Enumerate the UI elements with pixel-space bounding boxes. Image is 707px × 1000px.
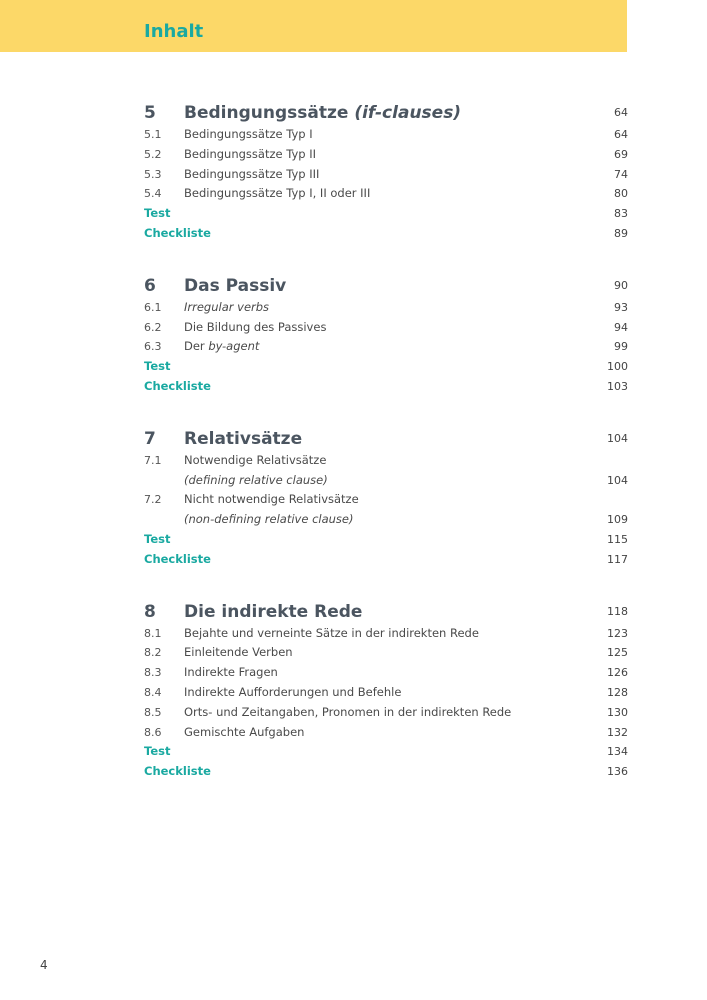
entry-page: 80 — [614, 187, 628, 201]
chapter-heading[interactable] — [144, 274, 628, 298]
entry-page: 104 — [607, 473, 628, 487]
chapter-title: Das Passiv — [184, 275, 287, 296]
entry-number: 5.2 — [144, 147, 162, 161]
entry-page: 109 — [607, 513, 628, 527]
entry-title: Indirekte Fragen — [184, 665, 278, 680]
entry-number: 8.1 — [144, 626, 162, 640]
footer-page-number: 4 — [40, 958, 48, 972]
checklist-label: Checkliste — [144, 225, 211, 240]
entry-page: 125 — [607, 646, 628, 660]
chapter-title: Relativsätze — [184, 428, 303, 449]
checklist-label: Checkliste — [144, 551, 211, 566]
table-of-contents — [144, 101, 628, 812]
toc-entry[interactable] — [144, 624, 628, 644]
toc-entry[interactable] — [144, 125, 628, 145]
chapter-heading[interactable] — [144, 600, 628, 624]
test-label: Test — [144, 206, 171, 221]
entry-title: Der by-agent — [184, 339, 260, 354]
page-title: Inhalt — [144, 21, 204, 42]
entry-page: 99 — [614, 340, 628, 354]
toc-entry[interactable] — [144, 703, 628, 723]
toc-entry[interactable] — [144, 683, 628, 703]
entry-title: Nicht notwendige Relativsätze — [184, 492, 359, 507]
entry-number: 5.3 — [144, 167, 162, 181]
entry-title: Notwendige Relativsätze — [184, 452, 327, 467]
toc-entry[interactable] — [144, 663, 628, 683]
entry-title: Einleitende Verben — [184, 645, 293, 660]
entry-title: Bedingungssätze Typ I — [184, 127, 313, 141]
entry-number: 7.1 — [144, 453, 162, 467]
entry-title: Gemischte Aufgaben — [184, 724, 305, 739]
entry-title: Bedingungssätze Typ I, II oder III — [184, 186, 371, 201]
chapter-page: 118 — [607, 604, 628, 618]
entry-title: Bejahte und verneinte Sätze in der indirekten Rede — [184, 625, 479, 640]
checklist-page: 89 — [614, 226, 628, 240]
entry-number: 7.2 — [144, 493, 162, 507]
entry-title: Bedingungssätze Typ II — [184, 146, 317, 161]
entry-number: 5.4 — [144, 187, 162, 201]
entry-page: 93 — [614, 300, 628, 314]
entry-number: 8.5 — [144, 705, 162, 719]
checklist-page: 103 — [607, 379, 628, 393]
entry-page: 130 — [607, 705, 628, 719]
entry-page: 128 — [607, 685, 628, 699]
entry-page: 126 — [607, 666, 628, 680]
checklist-label: Checkliste — [144, 378, 211, 393]
toc-entry[interactable] — [144, 723, 628, 743]
entry-number: 6.1 — [144, 300, 162, 314]
toc-entry[interactable] — [144, 451, 628, 471]
entry-title: Indirekte Aufforderungen und Befehle — [184, 684, 402, 699]
toc-entry[interactable] — [144, 490, 628, 510]
chapter-number: 6 — [144, 275, 156, 296]
entry-title: Bedingungssätze Typ III — [184, 166, 320, 181]
test-label: Test — [144, 359, 171, 374]
toc-section-8 — [144, 600, 628, 782]
toc-test-link[interactable] — [144, 357, 628, 377]
entry-number: 8.2 — [144, 646, 162, 660]
toc-entry[interactable] — [144, 643, 628, 663]
toc-section-5 — [144, 101, 628, 244]
toc-entry[interactable] — [144, 145, 628, 165]
toc-entry-continuation[interactable] — [144, 510, 628, 530]
test-label: Test — [144, 744, 171, 759]
header-bar — [0, 0, 627, 52]
test-label: Test — [144, 531, 171, 546]
chapter-page: 104 — [607, 431, 628, 445]
toc-test-link[interactable] — [144, 530, 628, 550]
toc-entry[interactable] — [144, 298, 628, 318]
entry-subtitle: (defining relative clause) — [184, 472, 328, 487]
entry-page: 123 — [607, 626, 628, 640]
toc-entry[interactable] — [144, 165, 628, 185]
chapter-number: 8 — [144, 601, 156, 622]
entry-page: 74 — [614, 167, 628, 181]
entry-page: 132 — [607, 725, 628, 739]
toc-section-7 — [144, 427, 628, 570]
entry-title: Orts- und Zeitangaben, Pronomen in der indirekten Rede — [184, 704, 512, 719]
toc-checklist-link[interactable] — [144, 224, 628, 244]
test-page: 134 — [607, 745, 628, 759]
chapter-title: Bedingungssätze (if-clauses) — [184, 103, 462, 123]
entry-number: 8.3 — [144, 666, 162, 680]
chapter-number: 5 — [144, 103, 156, 123]
entry-page: 69 — [614, 147, 628, 161]
entry-number: 5.1 — [144, 128, 162, 141]
chapter-heading[interactable] — [144, 101, 628, 125]
entry-number: 6.3 — [144, 340, 162, 354]
entry-number: 8.6 — [144, 725, 162, 739]
toc-checklist-link[interactable] — [144, 762, 628, 782]
test-page: 83 — [614, 207, 628, 221]
chapter-number: 7 — [144, 428, 156, 449]
toc-entry[interactable] — [144, 318, 628, 338]
chapter-page: 90 — [614, 278, 628, 292]
entry-page: 94 — [614, 320, 628, 334]
entry-number: 6.2 — [144, 320, 162, 334]
toc-checklist-link[interactable] — [144, 377, 628, 397]
checklist-label: Checkliste — [144, 764, 211, 779]
toc-entry[interactable] — [144, 184, 628, 204]
toc-test-link[interactable] — [144, 742, 628, 762]
chapter-page: 64 — [614, 106, 628, 119]
checklist-page: 136 — [607, 765, 628, 779]
entry-number: 8.4 — [144, 685, 162, 699]
test-page: 115 — [607, 532, 628, 546]
entry-page: 64 — [614, 128, 628, 141]
entry-subtitle: (non-defining relative clause) — [184, 512, 354, 527]
toc-section-6 — [144, 274, 628, 397]
entry-title: Irregular verbs — [184, 299, 270, 314]
chapter-heading[interactable] — [144, 427, 628, 451]
entry-title: Die Bildung des Passives — [184, 319, 327, 334]
test-page: 100 — [607, 360, 628, 374]
toc-entry-continuation[interactable] — [144, 471, 628, 491]
toc-checklist-link[interactable] — [144, 550, 628, 570]
checklist-page: 117 — [607, 552, 628, 566]
toc-test-link[interactable] — [144, 204, 628, 224]
chapter-title: Die indirekte Rede — [184, 601, 363, 622]
toc-entry[interactable] — [144, 337, 628, 357]
